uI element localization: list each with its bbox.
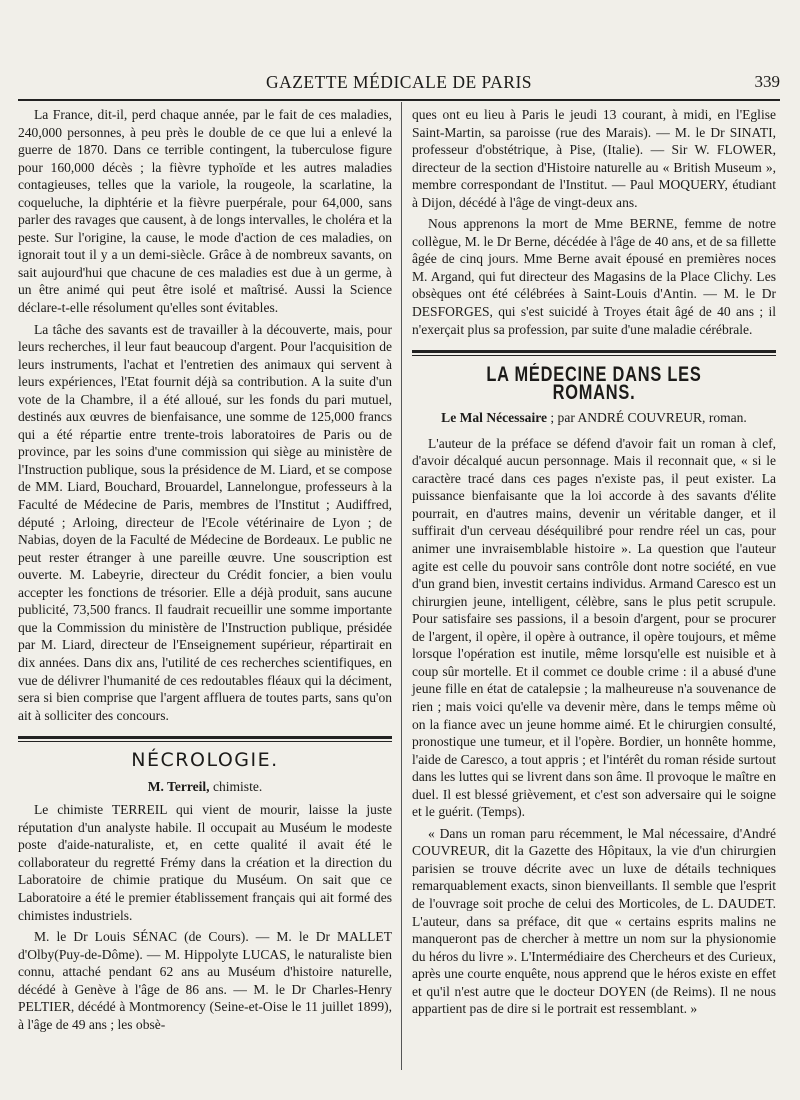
necrology-subject-name: M. Terreil, (147, 778, 210, 794)
page-number: 339 (754, 72, 780, 91)
necrology-section (18, 736, 392, 1033)
necrology-subheading (18, 778, 392, 796)
paragraph-deaths-continued: ques ont eu lieu à Paris le jeudi 13 courant, à midi, en l'Eglise Saint-Martin, sa paroisse (rue des Marais). — M. le Dr SINATI, professeur d'obstétrique, à Pise, (Italie). — Sir W. FLOWER, directeur de la section d'Histoire naturelle au « British Museum », membre correspondant de l'Institut. — Paul MOQUERY, étudiant à Dijon, décédé à l'âge de vingt-deux ans. (412, 107, 776, 210)
paragraph-berne: Nous apprenons la mort de Mme BERNE, femme de notre collègue, M. le Dr Berne, décédée à l'âge de 40 ans, et de sa fillette âgée de cinq jours. Mme Berne avait épousé en premières noces M. Argand, qui fut directeur des Magasins de la Place Clichy. Les obsèques ont été célébrées à Saint-Louis d'Antin. — M. le Dr DESFORGES, qui s'est suicidé à Troyes était âgé de 40 ans ; il n'exerçait plus sa profession, par suite d'une maladie cérébrale. (412, 216, 776, 337)
novels-rule (412, 350, 776, 356)
novels-section (412, 350, 776, 1018)
book-subheading (412, 409, 776, 427)
running-title: GAZETTE MÉDICALE DE PARIS (265, 72, 533, 92)
right-column (412, 106, 776, 1018)
left-column (18, 106, 392, 1033)
column-divider (401, 102, 402, 1070)
necrology-rule (18, 736, 392, 742)
book-title: Le Mal Nécessaire (441, 410, 548, 426)
paragraph-quote: « Dans un roman paru récemment, le Mal nécessaire, d'André COUVREUR, dit la Gazette des Hôpitaux, la vie d'un chirurgien parisien se trouve décrite avec un luxe de détails techniques remarquablement exacts, sinon bienveillants. Il semble que l'esprit de l'ouvrage soit proche de celui des Morticoles, de L. DAUDET. L'auteur, dans sa préface, dit que « certains esprits malins ne manqueront pas de chercher à mettre un nom sur la physionomie du héros du livre ». L'Intermédiaire des Chercheurs et des Curieux, après une courte enquête, nous apprend que le héros existe en effet et qu'il n'est autre que le docteur DOYEN (de Reims). Il ne nous appartient pas de dire si le portrait est ressemblant. » (412, 825, 776, 1017)
novels-title: LA MÉDECINE DANS LES ROMANS. (486, 363, 702, 404)
paragraph-terreil: Le chimiste TERREIL qui vient de mourir, laisse la juste réputation d'un analyste habile. Il occupait au Muséum le modeste poste d'aide-naturaliste, et, en cette qualité il avait été le collaborateur du regretté Frémy dans la création et la direction du Laboratoire de chimie pratique du Muséum. On sait que ce Laboratoire a été le premier établissement français qui ait formé des chimistes industriels. (18, 802, 392, 923)
paragraph-research-funding: La tâche des savants est de travailler à la découverte, mais, pour leurs recherches, il leur faut beaucoup d'argent. Pour l'acquisition de leurs instruments, l'achat et l'entretien des animaux qui servent à leurs expériences, l'Etat fournit déjà sa contribution. A la suite d'un vote de la Chambre, il a été alloué, sur les fonds du pari mutuel, destinés aux œuvres de bienfaisance, une somme de 125,000 francs qui a été répartie entre trente-trois laboratoires de Paris ou de province, par les soins d'une commission qui siège au ministère de l'Instruction publique, sous la présidence de M. Liard, et se compose de MM. Liard, Bouchard, Brouardel, Lannelongue, professeurs à la Faculté de Médecine de Paris, membres de l'Institut ; Audiffred, député ; Arloing, directeur de l'Ecole vétérinaire de Lyon ; de Nabias, doyen de la Faculté de Médecine de Bordeaux. Le public ne peut rester étranger à une pareille œuvre. Une souscription est ouverte. M. Labeyrie, directeur du Crédit foncier, a bien voulu accepter les fonctions de trésorier. Elle a déjà produit, sans aucune publicité, 73,500 francs. Il faudrait recueillir une somme importante que la Commission du ministère de l'Instruction publique, présidée par M. Liard, directeur de l'Enseignement supérieur, répartirait en dix années. Dans dix ans, l'utilité de ces recherches scientifiques, en vue de délivrer l'humanité de ces redoutables fléaux qui la déciment, sera si bien comprise que l'argent affluera de toutes parts, sans qu'on ait à solliciter des concours. (18, 321, 392, 723)
paragraph-review: L'auteur de la préface se défend d'avoir fait un roman à clef, d'avoir décalqué aucun personnage. Mais il reconnait que, « si le caractère tracé dans ces pages n'existe pas, il peut exister. La puissance bienfaisante que la loi accorde à des savants d'élite pourrait, en d'autres mains, devenir un véritable danger, et il suffirait d'un cerveau déséquilibré pour rendre réel un cas, pour animer une invraisemblable histoire ». La question que l'auteur agite est celle du pouvoir sans contrôle dont notre société, en vue d'un grand bien, investit certains individus. Armand Caresco est un chirurgien jeune, intelligent, célèbre, sans le plus petit scrupule. Pour satisfaire ses passions, il a besoin d'argent, pour se procurer de l'argent, il opère, il opère à outrance, il opère toujours, et même lorsque l'opération est inutile, même lorsqu'elle est nuisible et à coup sûr mortelle. Et il commet ce double crime : il a abusé d'une jeune fille en état de catalepsie ; la malheureuse n'a souvenance de rien ; mais voici qu'elle va devenir mère, dans le temps même où on la fiance avec un jeune homme aimé. Et le chirurgien consulté, pronostique une tumeur, et il l'opère. Bordier, un honnête homme, l'aide de Caresco, a tout appris ; et l'intérêt du roman réside surtout dans les luttes qui se livrent dans son âme. Il provoque le maître en duel. Il est blessé grièvement, et c'est son adversaire qui le soigne et le guérit. (Temps). (412, 435, 776, 820)
paragraph-deaths-list: M. le Dr Louis SÉNAC (de Cours). — M. le Dr MALLET d'Olby(Puy-de-Dôme). — M. Hippolyte LUCAS, le naturaliste bien connu, attaché pendant 62 ans au Muséum d'histoire naturelle, décédé à Genève à l'âge de 86 ans. — M. le Dr Charles-Henry PELTIER, décédé à Montmorency (Seine-et-Oise le 11 juillet 1899), à l'âge de 49 ans ; les obsè- (18, 929, 392, 1032)
necrology-title: NÉCROLOGIE. (131, 749, 279, 772)
header-rule (18, 99, 780, 101)
page-header (18, 0, 780, 100)
paragraph-disease-statistics: La France, dit-il, perd chaque année, par le fait de ces maladies, 240,000 personnes, à peu près le double de ce que lui a enlevé la guerre de 1870. Dans ce terrible contingent, la tuberculose figure pour 160,000 décès ; la fièvre typhoïde et les autres maladies contagieuses, telles que la variole, la rougeole, la scarlatine, la coqueluche, la diphtérie et la fièvre puerpérale, pour 64,000, sans parler des ravages que causent, à de longs intervalles, le choléra et la peste. Sur l'origine, la cause, le mode d'action de ces maladies, on ignorait tout il y a un demi-siècle. Grâce à de nombreux savants, on sait aujourd'hui que chacune de ces maladies est due à un germe, à un être animé qui peut être isolé et maîtrisé. Aussi la Science déclare-t-elle résolument qu'elles sont évitables. (18, 107, 392, 316)
necrology-subject-role: chimiste. (209, 778, 263, 794)
book-author: ; par ANDRÉ COUVREUR, roman. (547, 410, 747, 426)
